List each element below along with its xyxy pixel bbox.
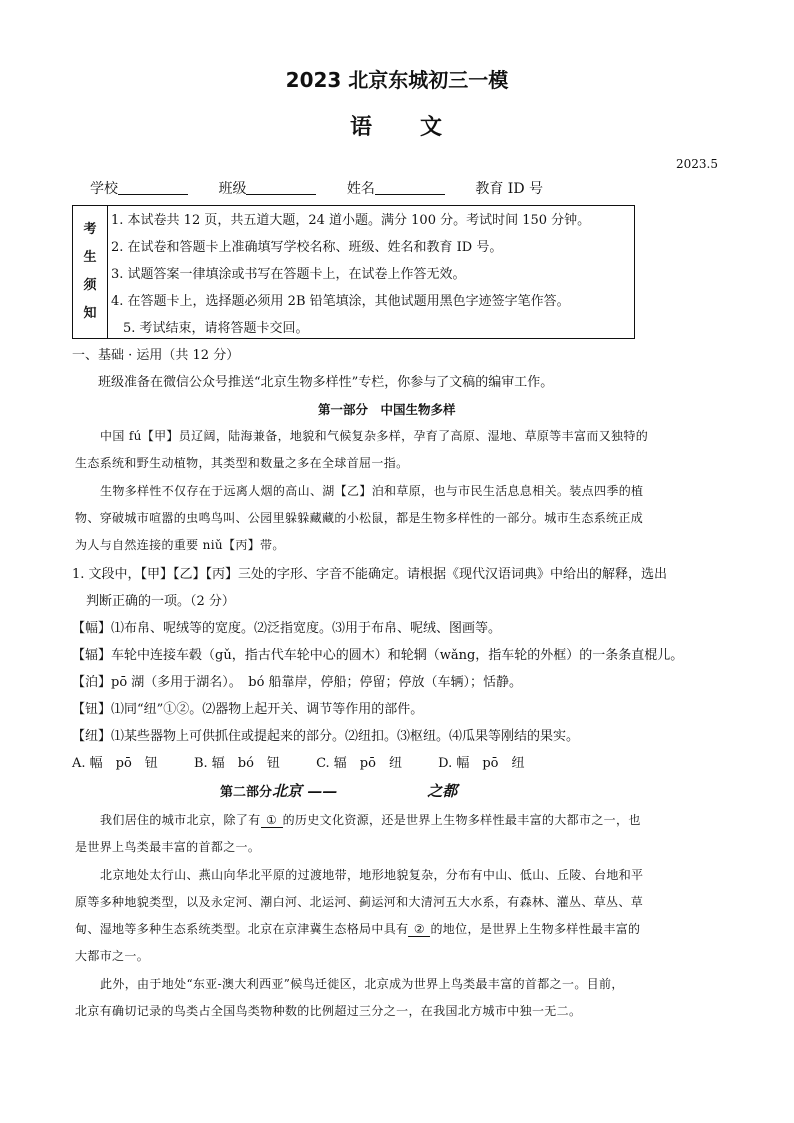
notice-items: [111, 210, 590, 345]
section-intro: 班级准备在微信公众号推送“北京生物多样性”专栏，你参与了文稿的编审工作。: [98, 375, 554, 390]
definition-line: 【辐】车轮中连接车毂（gǔ，指古代车轮中心的圆木）和轮辋（wǎng，指车轮的外框）的一条条直棍儿。: [72, 648, 684, 663]
passage-line: 物、穿破城市喧嚣的虫鸣鸟叫、公园里躲躲藏藏的小松鼠，都是生物多样性的一部分。城市生态系统正成: [75, 511, 644, 525]
question-stem: 判断正确的一项。（2 分）: [86, 594, 235, 609]
passage-line: 大都市之一。: [75, 949, 150, 963]
option-b[interactable]: B. 辐 bó 钮: [193, 756, 280, 771]
notice-side-label: 考 生 须 知: [73, 206, 108, 338]
option-d[interactable]: D. 幅 pō 纽: [438, 756, 525, 771]
name-field[interactable]: 姓名: [347, 178, 445, 198]
passage-line: 生物多样性不仅存在于远离人烟的高山、湖【乙】泊和草原，也与市民生活息息相关。装点四季的植: [100, 484, 644, 498]
blank-2: ②: [408, 922, 430, 937]
notice-item: 4. 在答题卡上，选择题必须用 2B 铅笔填涂，其他试题用黑色字迹签字笔作答。: [111, 294, 570, 309]
part1-title: 第一部分 中国生物多样: [318, 402, 456, 417]
option-a[interactable]: A. 幅 pō 钮: [72, 756, 158, 771]
passage-line: 中国 fú【甲】员辽阔，陆海兼备，地貌和气候复杂多样，孕育了高原、湿地、草原等丰富而又独特的: [100, 429, 649, 443]
student-info-fields: [90, 178, 569, 198]
passage-line: 北京地处太行山、燕山向华北平原的过渡地带，地形地貌复杂，分布有中山、低山、丘陵、台地和平: [100, 868, 644, 882]
passage-line: 是世界上鸟类最丰富的首都之一。: [75, 840, 261, 854]
passage-line: 生态系统和野生动植物，其类型和数量之多在全球首屈一指。: [75, 456, 409, 470]
passage-line: 我们居住的城市北京，除了有 ① 的历史文化资源，还是世界上生物多样性最丰富的大都市之一，也: [100, 813, 641, 827]
education-id-field[interactable]: 教育 ID 号: [475, 181, 544, 197]
exam-date: 2023.5: [676, 157, 718, 171]
section-heading: 一、基础 · 运用（共 12 分）: [72, 348, 240, 363]
definition-line: 【幅】⑴布帛、呢绒等的宽度。⑵泛指宽度。⑶用于布帛、呢绒、图画等。: [72, 621, 502, 636]
exam-notice-box: [72, 205, 635, 339]
notice-item: 3. 试题答案一律填涂或书写在答题卡上，在试卷上作答无效。: [111, 267, 466, 282]
definition-line: 【钮】⑴同“纽”①②。⑵器物上起开关、调节等作用的部件。: [72, 702, 424, 717]
school-field[interactable]: 学校: [90, 178, 188, 198]
passage-line: 为人与自然连接的重要 niǔ【丙】带。: [75, 538, 285, 552]
passage-line: 此外，由于地处“东亚-澳大利西亚”候鸟迁徙区，北京成为世界上鸟类最丰富的首都之一。目前，: [100, 977, 624, 991]
definition-line: 【纽】⑴某些器物上可供抓住或提起来的部分。⑵纽扣。⑶枢纽。⑷瓜果等刚结的果实。: [72, 729, 580, 744]
notice-item: 2. 在试卷和答题卡上准确填写学校名称、班级、姓名和教育 ID 号。: [111, 240, 503, 255]
definition-line: 【泊】pō 湖（多用于湖名）。 bó 船靠岸，停船；停留；停放（车辆）；恬静。: [72, 675, 523, 690]
passage-line: 甸、湿地等多种生态系统类型。北京在京津冀生态格局中具有 ② 的地位，是世界上生物多样性最丰富的: [75, 922, 641, 936]
part2-title: 第二部分北京 —— 之都: [220, 782, 458, 800]
option-c[interactable]: C. 辐 pō 纽: [316, 756, 402, 771]
question-stem: 1. 文段中，【甲】【乙】【丙】三处的字形、字音不能确定。请根据《现代汉语词典》中给出的解释，选出: [72, 567, 668, 582]
subject-char-1: 语: [349, 114, 374, 140]
passage-line: 原等多种地貌类型，以及永定河、潮白河、北运河、蓟运河和大清河五大水系，有森林、灌丛、草丛、草: [75, 895, 644, 909]
class-field[interactable]: 班级: [218, 178, 316, 198]
blank-1: ①: [261, 813, 283, 828]
page-title: 2023 北京东城初三一模: [285, 68, 509, 92]
passage-line: 北京有确切记录的鸟类占全国鸟类物种数的比例超过三分之一，在我国北方城市中独一无二。: [75, 1004, 582, 1018]
notice-item: 5. 考试结束，请将答题卡交回。: [123, 321, 309, 336]
subject-title: [0, 110, 794, 141]
answer-options: [72, 752, 556, 771]
notice-item: 1. 本试卷共 12 页，共五道大题，24 道小题。满分 100 分。考试时间 150 分钟。: [111, 213, 591, 228]
subject-char-2: 文: [420, 114, 445, 140]
